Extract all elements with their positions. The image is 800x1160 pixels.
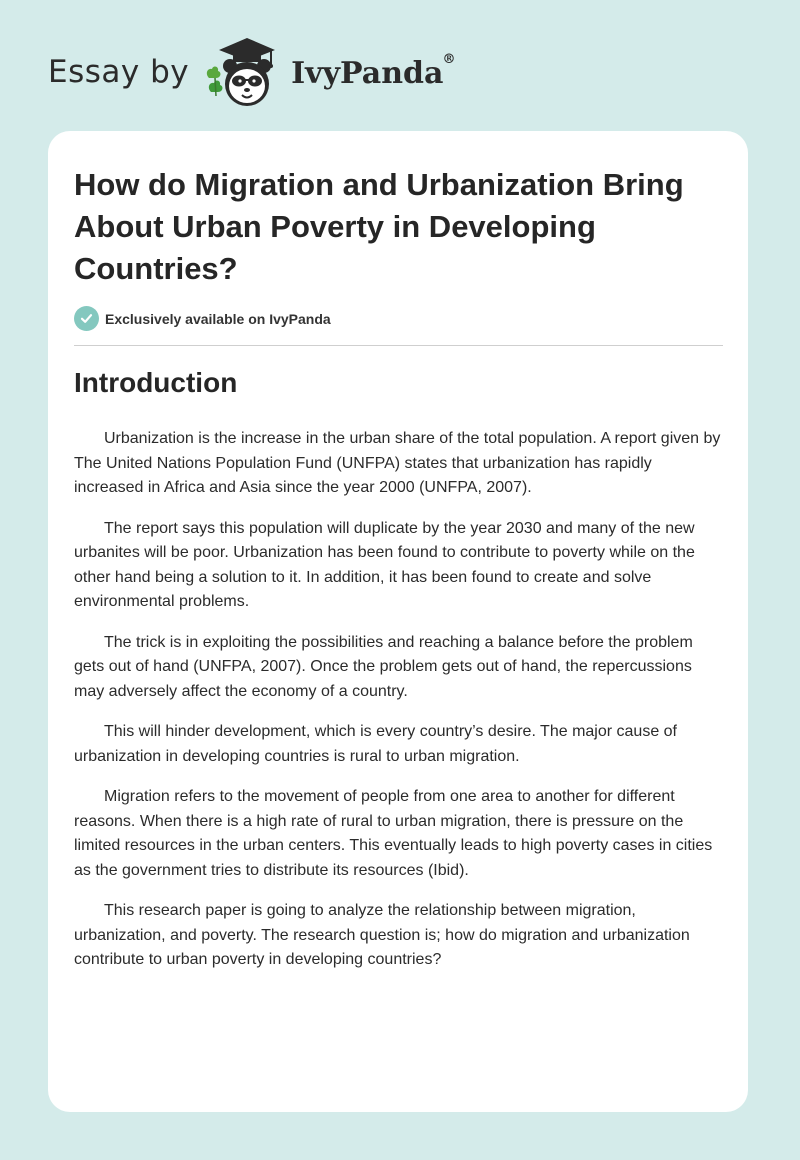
paragraph: This research paper is going to analyze the relationship between migration, urbanization, and poverty. The research question is; how do migration and urbanization contribute to urban poverty in developing countries?: [74, 902, 690, 968]
brand-label: IvyPanda: [291, 55, 444, 91]
essay-title: How do Migration and Urbanization Bring About Urban Poverty in Developing Countries?: [74, 167, 684, 286]
essay-card: [48, 131, 748, 1112]
paragraph: Urbanization is the increase in the urban share of the total population. A report given by The United Nations Population Fund (UNFPA) states that urbanization has rapidly increased in Africa and Asia since the year 2000 (UNFPA, 2007).: [74, 430, 721, 496]
paragraph: The report says this population will duplicate by the year 2030 and many of the new urbanites will be poor. Urbanization has been found to contribute to poverty while on the other hand being a solution to it. In addition, it has been found to create and solve environmental problems.: [74, 519, 695, 610]
brand-name: [291, 51, 456, 91]
title-divider: [74, 345, 723, 346]
section-heading: Introduction: [74, 367, 238, 398]
essay-body: [74, 427, 724, 989]
registered-mark: ®: [442, 51, 456, 67]
paragraph: This will hinder development, which is every country’s desire. The major cause of urbanization in developing countries is rural to urban migration.: [74, 723, 677, 765]
paragraph: Migration refers to the movement of people from one area to another for different reasons. When there is a high rate of rural to urban migration, there is pressure on the limited resources in the urban centers. This eventually leads to high poverty cases in cities as the government tries to distribute its resources (Ibid).: [74, 788, 713, 879]
exclusive-badge-label: Exclusively available on IvyPanda: [105, 310, 331, 327]
paragraph: The trick is in exploiting the possibilities and reaching a balance before the problem gets out of hand (UNFPA, 2007). Once the problem gets out of hand, the repercussions may adversely affect the economy of a country.: [74, 633, 693, 700]
ivypanda-logo-icon[interactable]: [203, 34, 287, 114]
exclusive-badge: [74, 306, 331, 331]
site-header: [48, 34, 456, 114]
essay-by-label: Essay by: [48, 54, 190, 90]
check-circle-icon: [74, 306, 99, 331]
